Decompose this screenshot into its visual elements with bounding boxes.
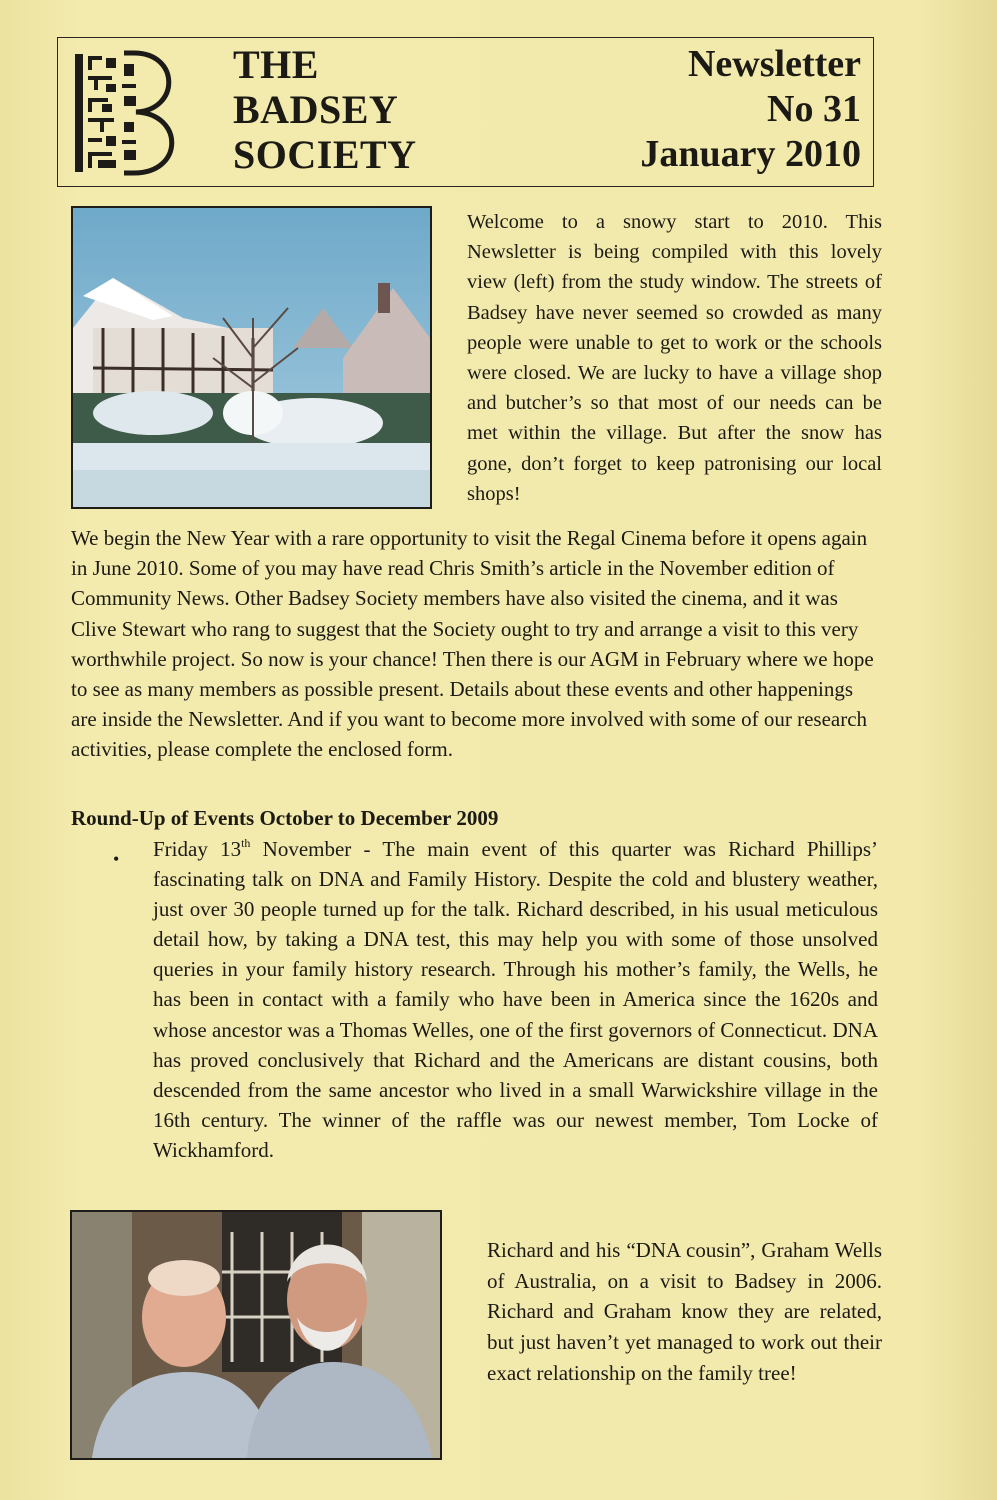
welcome-paragraph: Welcome to a snowy start to 2010. This Newsletter is being compiled with this lovely view (left) from the study window. The streets of Badsey have never seemed so crowded as many people were unable to get to work or the schools were closed. We are lucky to have a village shop and butcher’s so that most of our needs can be met within the village. But after the snow has gone, don’t forget to keep patronising our local shops! <box>467 211 882 505</box>
snowy-village-photo <box>71 206 432 509</box>
society-name-line1: THE <box>233 42 319 87</box>
bullet-marker: • <box>113 849 120 869</box>
newsletter-label: Newsletter <box>687 43 861 85</box>
events-heading: Round-Up of Events October to December 2009 <box>71 806 499 830</box>
two-men-illustration <box>72 1212 440 1458</box>
intro-paragraph: We begin the New Year with a rare opportunity to visit the Regal Cinema before it opens again in June 2010. Some of you may have read Chris Smith’s article in the November edition of Community News. Other Badsey Society members have also visited the cinema, and it was Clive Stewart who rang to suggest that the Society ought to try and arrange a visit to this very worthwhile project. So now is your chance! Then there is our AGM in February where we hope to see as many members as possible present. Details about these events and other happenings are inside the Newsletter. And if you want to become more involved with some of our research activities, please complete the enclosed form. <box>71 526 874 762</box>
richard-and-graham-photo <box>70 1210 442 1460</box>
event-item <box>153 834 878 1165</box>
snowy-village-illustration <box>73 208 430 507</box>
issue-number: No 31 <box>767 88 861 130</box>
society-name <box>233 42 417 177</box>
society-name-line2: BADSEY <box>233 87 399 132</box>
issue-date: January 2010 <box>640 133 861 175</box>
masthead <box>57 37 874 187</box>
society-name-line3: SOCIETY <box>233 132 417 177</box>
event-day-suffix: th <box>241 836 251 850</box>
event-description: November - The main event of this quarter was Richard Phillips’ fascinating talk on DNA and Family History. Despite the cold and blustery weather, just over 30 people turned up for the talk. Richard described, in his usual meticulous detail how, by taking a DNA test, this may help you with some of those unsolved queries in your family history research. Through his mother’s family, the Wells, he has been in contact with a family who have been in America since the 1620s and whose ancestor was a Thomas Welles, one of the first governors of Connecticut. DNA has proved conclusively that Richard and the Americans are distant cousins, both descended from the same ancestor who lived in a small Warwickshire village in the 16th century. The winner of the raffle was our newest member, Tom Locke of Wickhamford. <box>153 837 879 1162</box>
photo-caption: Richard and his “DNA cousin”, Graham Wells of Australia, on a visit to Badsey in 2006. Richard and Graham know they are related, but just haven’t yet managed to work out their exact relationship on the family tree! <box>487 1238 882 1385</box>
issue-info <box>640 42 861 177</box>
event-day: Friday 13 <box>153 837 242 861</box>
badsey-society-logo <box>72 48 184 178</box>
